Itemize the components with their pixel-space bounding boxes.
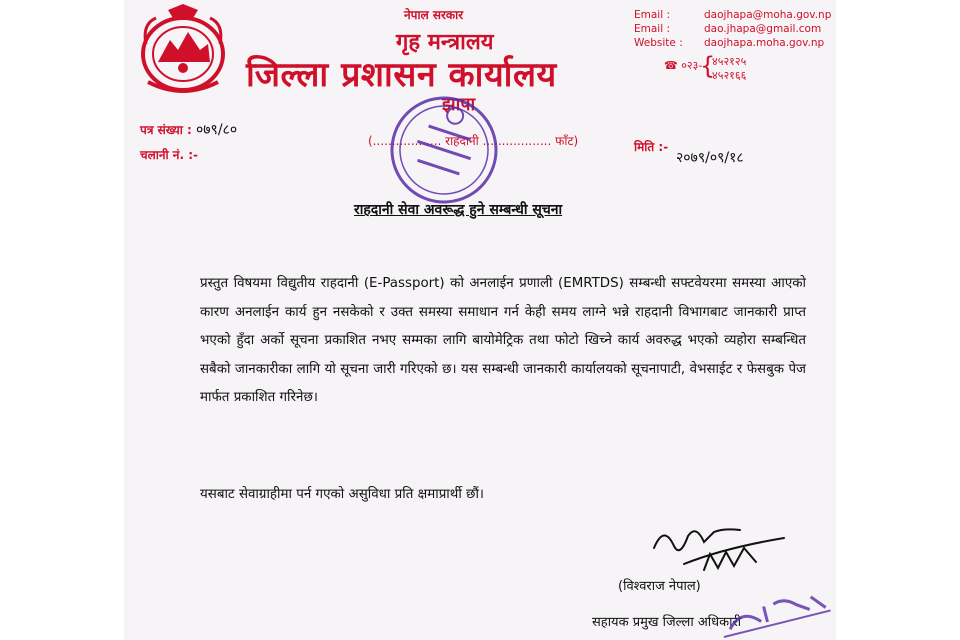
apology-text: यसबाट सेवाग्राहीमा पर्न गएको असुविधा प्रति क्षमाप्रार्थी छौं। (200, 487, 484, 502)
date-label: मिति :- (634, 140, 669, 154)
notice-subject: राहदानी सेवा अवरूद्ध हुने सम्बन्धी सूचना (354, 202, 563, 218)
nepal-emblem-icon (138, 4, 228, 96)
patra-label: पत्र संख्या : (140, 123, 192, 137)
phone-number-2: ४५२१६६ (712, 69, 747, 82)
officer-stamp-icon (714, 590, 836, 640)
patra-sankhya (140, 120, 237, 139)
email2-label: Email : (634, 23, 671, 35)
chalani-number-label: चलानी नं. :- (140, 148, 198, 162)
patra-value: ०७९/८० (195, 122, 238, 138)
website-label: Website : (634, 37, 683, 49)
email1-link[interactable]: daojhapa@moha.gov.np (704, 9, 832, 21)
phone-number-1: ४५२१२५ (712, 55, 747, 68)
notice-body: प्रस्तुत विषयमा विद्युतीय राहदानी (E-Passport) को अनलाईन प्रणाली (EMRTDS) सम्बन्धी सफ्टवेयरमा समस्या आएको कारण अनलाईन कार्य हुन नसकेको र उक्त समस्या समाधान गर्न केही समय लाग्ने भन्ने राहदानी विभागबाट जानकारी प्राप्त भएको हुँदा अर्को सूचना प्रकाशित नभए सम्मका लागि बायोमेट्रिक तथा फोटो खिच्ने कार्य अवरुद्ध भएको व्यहोरा सम्बन्धित सबैको जानकारीका लागि यो सूचना जारी गरिएको छ। यस सम्बन्धी जानकारी कार्यालयको सूचनापाटी, वेभसाईट र फेसबुक पेज मार्फत प्रकाशित गरिनेछ। (200, 276, 806, 405)
date-value: २०७९/०९/१८ (676, 150, 744, 166)
district-label: झापा (442, 94, 476, 115)
phone-block (664, 54, 784, 84)
contact-block (634, 8, 831, 50)
email1-label: Email : (634, 9, 671, 21)
website-link[interactable]: daojhapa.moha.gov.np (704, 37, 825, 49)
ministry-title: गृह मन्त्रालय (396, 30, 494, 55)
signature-icon (644, 518, 794, 580)
brace-icon: { (700, 52, 716, 80)
signer-designation: सहायक प्रमुख जिल्ला अधिकारी (592, 615, 742, 630)
notice-letter (124, 0, 836, 640)
branch-label: (.................. राहदानी .................. फाँट) (368, 134, 579, 148)
office-title: जिल्ला प्रशासन कार्यालय (246, 55, 557, 95)
government-label: नेपाल सरकार (404, 8, 464, 22)
office-stamp-icon (386, 92, 502, 208)
signer-name: (विश्वराज नेपाल) (618, 579, 701, 594)
phone-code: ☎ ०२३- (664, 59, 703, 72)
email2-link[interactable]: dao.jhapa@gmail.com (704, 23, 822, 35)
